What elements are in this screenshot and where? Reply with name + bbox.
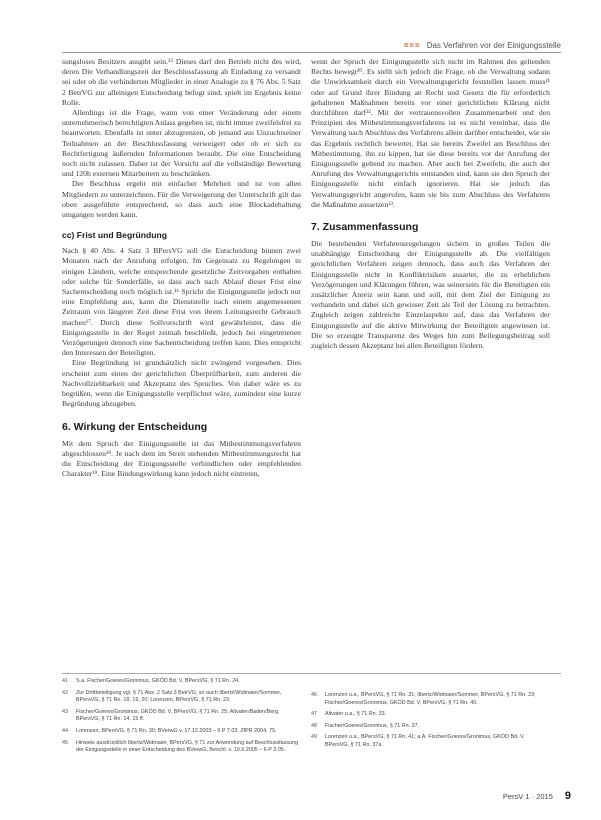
body-paragraph: Eine Begründung ist grundsätzlich nicht zwingend vorgesehen. Dies erscheint zum einen der gerichtlichen Überprüfbarkeit, zum anderen die Nachvollziehbarkeit und Akzeptanz des Spruches. Von daher wäre es zu begrüßen, wenn die Einigungsstelle verpflichtet wäre, zumindest eine kurze Begründung abzugeben.: [62, 358, 301, 409]
footnote: [62, 690, 299, 705]
footnote-number: 43: [62, 708, 68, 715]
footnote-number: 49: [311, 734, 317, 741]
footnote-text: Zur Drittbeteiligung vgl. § 71 Abs. 2 Satz 3 BetrVG; so auch Ilbertz/Widmaier/Sommer, BPersVG, § 71 Rn. 18, 19, 20; Lorenzen, BPersVG, § 71 Rn. 23.: [76, 689, 282, 704]
running-head-title: Das Verfahren vor der Einigungsstelle: [426, 41, 561, 50]
footnote-number: 41: [62, 678, 68, 684]
footnote: [62, 728, 299, 736]
page-footer: [503, 790, 571, 802]
footnote-number: 46: [311, 692, 317, 698]
body-paragraph: Mit dem Spruch der Einigungsstelle ist das Mitbestimmungsverfahren abgeschlossen¹⁸. Je nach dem im Streit stehenden Mitbestimmungsrecht hat die Entscheidung der Einigungsstelle verbindlichen oder empfehlenden Charakter¹⁹. Eine Bindungswirkung kann jedoch nicht eintreten,: [62, 438, 301, 479]
running-head-mark: ===: [403, 41, 421, 50]
footnote-text: Fischer/Goeres/Gronimus, § 71 Rn. 37.: [325, 722, 420, 729]
body-paragraph: wenn der Spruch der Einigungsstelle sich nicht im Rahmen des geltenden Rechts bewegt²⁰. Es stellt sich jedoch die Frage, ob die Verwaltung sodann die Unwirksamkeit durch ein Verwaltungsgericht feststellen lassen muss²¹ oder auf Grund ihrer Bindung an Recht und Gesetz die für erforderlich gehaltenen Maßnahmen bereits vor einer gerichtlichen Klärung nicht durchführen darf²². Mit der vertrauensvollen Zusammenarbeit und den Prinzipien des Mitbestimmungsverfahrens ist es nicht vereinbar, dass die Verwaltung nach Abschluss des Verfahrens allein darüber entscheidet, wie sie das Ergebnis rechtlich bewertet. Hat sie bereits Zweifel am Beschluss der Mitbestimmung, ihn zu kippen, hat sie diese bereits vor der Anrufung der Einigungsstelle geltend zu machen. Aber auch bei Zweifeln, die auch der Anrufung des Verwaltungsgerichts entstanden sind, kann sie den Spruch der Einigungsstelle nicht einfach ignorieren. Hat sie jedoch das Verwaltungsgericht angerufen, kann sie bis zum Abschluss des Verfahrens die Maßnahme aussetzen²³.: [311, 57, 550, 209]
body-paragraph: Allerdings ist die Frage, wann von einer Veränderung oder einem unternehmerisch berechtigten Anlass gegeben ist, nicht immer zweifelsfrei zu beantworten. Ebenfalls ist unter abzugrenzen, ob jemand aus Unzuchtseiner Teilnahmen an der Beschlussfassung verweigert oder ob er sich zu Rechtfertigung äußernden Informationen beraubt. Die eine Entscheidung noch nicht zulassen. Daher ist der Vorsicht auf die vollständige Bewertung und 120h externen Mitarbeitern zu beschränken.: [62, 108, 301, 179]
body-paragraph: Nach § 40 Abs. 4 Satz 3 BPersVG soll die Entscheidung binnen zwei Monaten nach der Anrufung erfolgen. Im Gegensatz zu Regelungen in einigen Ländern, welche entsprechende gesetzliche Zeitvorgaben enthalten oder solche für Sonderfälle, so dass auch nach Ablauf dieser Frist eine Sachentscheidung noch möglich ist.¹⁶ Spricht die Einigungsstelle jedoch nur eine Empfehlung aus, kann die Dienststelle nach einem angemessenen Zeitraum von längerer Zeit diese Frist von ihrem Leitungsrecht Gebrauch machen¹⁷. Durch diese Sollvorschrift wird gewährleistet, dass die Einigungsstelle in der Regel zeitnah beschließt, jedoch bei eingetretenen Verzögerungen dennoch eine Sachentscheidung treffen kann. Dies entspricht den Interessen der Beteiligten.: [62, 246, 301, 358]
footnote: [62, 678, 299, 686]
left-column: [62, 57, 301, 479]
body-paragraph: sungsloses Besitzers ausgibt sein.¹⁵ Dieses darf den Betrieb nicht des wird, deren Die Verhandlungszeit der Beschlussfassung ab Einladung zu versandt sei oder ob die verhinderten Mitglieder in einer Analogie zu § 76 Abs. 5 Satz 2 BetrVG zur alleinigen Entscheidung befugt sind, spielt im Ergebnis keine Rolle.: [62, 57, 301, 107]
footnote-text: Lorenzen, BPersVG, § 71 Rn. 30; BVerwG v. 17.12.2003 – 6 P 7.03, ZfPR 2004, 75.: [76, 727, 277, 734]
header-rule: [62, 52, 561, 53]
footnote: [311, 692, 548, 707]
section-heading-cc: cc) Frist und Begründung: [62, 230, 168, 241]
footnote-number: 48: [311, 722, 317, 729]
section-heading-6: 6. Wirkung der Entscheidung: [62, 420, 208, 433]
footnotes-left: [62, 678, 299, 759]
journal-issue: PersV 1 · 2015: [502, 791, 553, 801]
right-column: [311, 57, 550, 351]
footnote: [62, 740, 299, 755]
footnote-text: S.a. Fischer/Goeres/Gronimus, GKÖD Bd. V, BPersVG, § 71 Rn. 24.: [76, 678, 240, 684]
footnote: [311, 711, 548, 719]
footnote-number: 44: [62, 727, 68, 734]
footnote-text: Lorenzen u.a., BPersVG, § 71 Rn. 31; Ilbertz/Widmaier/Sommer, BPersVG, § 71 Rn. 23; Fischer/Goeres/Gronimus, GKÖD Bd. V, BPersVG, § 71 Rn. 40.: [325, 692, 536, 706]
body-paragraph: Die bestehenden Verfahrensregelungen sichern in großen Teilen die unabhängige Entscheidung der Einigungsstelle ab. Die vielfältigen gerichtlichen Verfahren zeigen dennoch, dass auch das Verfahren der Einigungsstelle nicht in Konfliktrisiken ausartet, die zu erheblichen Verzögerungen und Klärungen führen, was seinerseits für die Beteiligten ein zusätzlicher Anreiz sein kann und soll, mit dem Ziel der Einigung zu verhandeln und dabei sich gewisser Zeit als Teil der Lösung zu betrachten. Zugleich zeigen zahlreiche Einzelaspekte auf, dass das Verfahren der Einigungsstelle auf die aktive Mitwirkung der Beteiligten angewiesen ist. Die so erzeugte Transparenz des Weges hin zum Beilegungsbeitrag soll zugleich dessen Akzeptanz bei allen Beteiligten fördern.: [311, 239, 550, 351]
footnote-text: Hinweis ausdrücklich Ilbertz/Widmaier, BPersVG, § 71 zur Anwendung auf Beschlussfassung der Einigungsstelle in einer Entscheidung des BVerwG, Beschl. v. 19.9.2005 – 6 P 3.05.: [76, 739, 299, 754]
footnote: [311, 723, 548, 731]
footnote-number: 47: [311, 711, 317, 718]
footnotes-right: [311, 692, 548, 754]
page-number: 9: [564, 790, 571, 802]
footnote-number: 45: [62, 739, 68, 746]
footnote-rule: [62, 673, 561, 674]
footnote-number: 42: [62, 689, 68, 696]
footnote-text: Lorenzen u.a., BPersVG, § 71 Rn. 41; a.A. Fischer/Goeres/Gronimus, GKÖD Bd. V, BPersVG, § 71 Rn. 37a.: [325, 734, 525, 748]
footnote-text: Fischer/Goeres/Gronimus, GKÖD Bd. V, BPersVG, § 71 Rn. 25; Altvater/Baden/Berg, BPersVG, § 71 Rn. 14, 15 ff.: [76, 708, 280, 723]
section-heading-7: 7. Zusammenfassung: [311, 221, 419, 234]
footnote: [311, 734, 548, 749]
body-paragraph: Der Beschluss ergeht mit einfacher Mehrheit und ist von allen Mitgliedern zu unterzeichnen. Für die Verweigerung der Unterschrift gilt das oben ausgeführte entsprechend, so dass auch eine Blockadehaltung umgangen werden kann.: [62, 179, 301, 220]
footnote: [62, 709, 299, 724]
running-head: [404, 41, 561, 50]
footnote-text: Altvater u.a., § 71 Rn. 33.: [325, 711, 387, 718]
